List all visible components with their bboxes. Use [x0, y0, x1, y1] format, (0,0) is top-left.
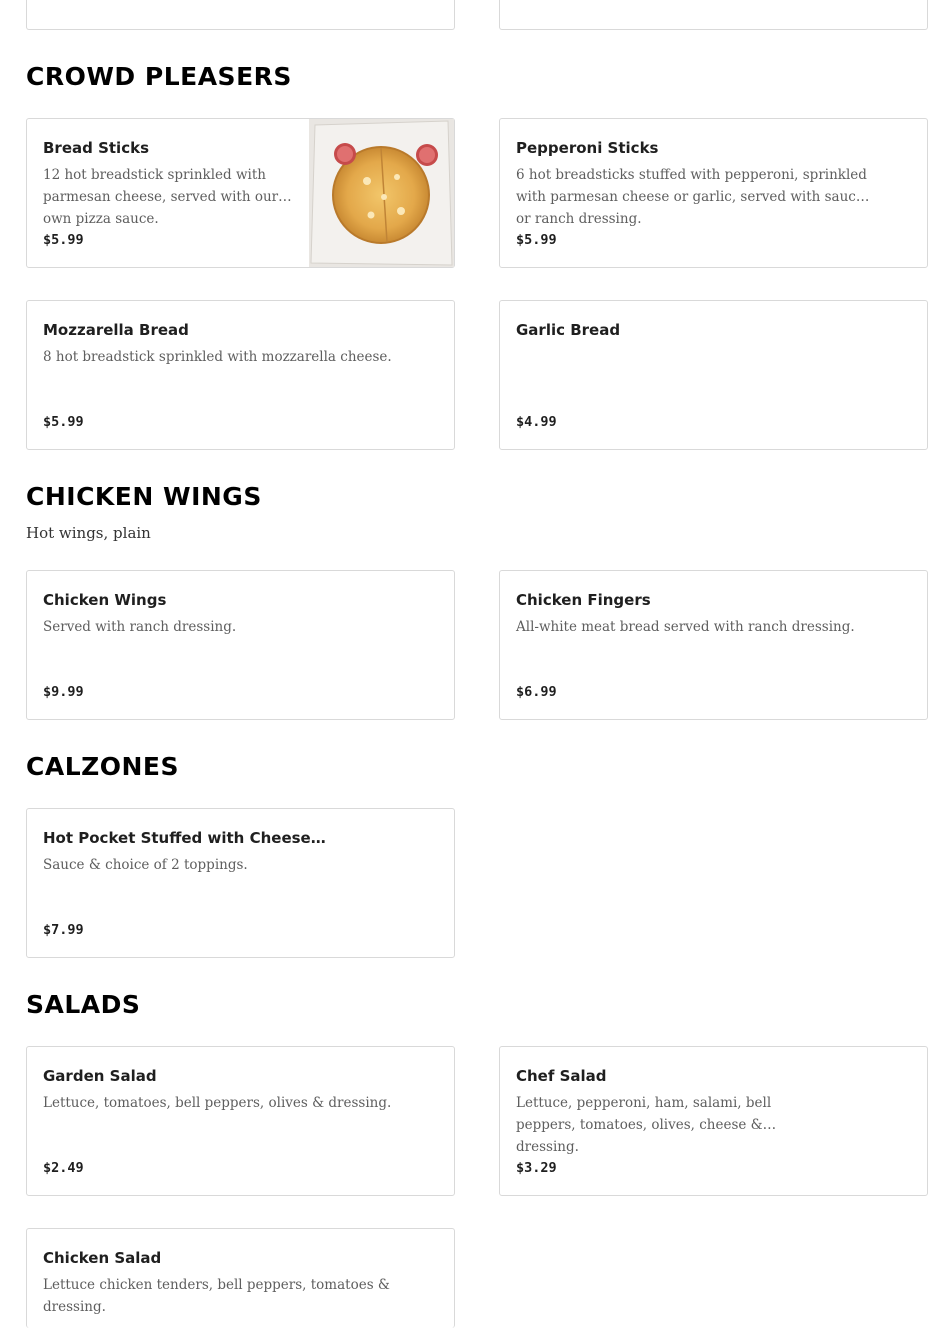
- item-price: $3.29: [516, 1160, 557, 1176]
- menu-item-chef-salad[interactable]: [499, 1046, 928, 1196]
- item-name: Bread Sticks: [43, 139, 149, 157]
- item-description: Lettuce, tomatoes, bell peppers, olives & dressing.: [43, 1095, 392, 1111]
- item-name: Garlic Bread: [516, 321, 621, 339]
- item-description: Lettuce chicken tenders, bell peppers, tomatoes & dressing.: [43, 1277, 390, 1315]
- item-name: Mozzarella Bread: [43, 321, 189, 339]
- menu-item-card[interactable]: [26, 0, 455, 30]
- menu-item-chicken-wings[interactable]: [26, 570, 455, 720]
- item-price: $4.99: [516, 414, 557, 430]
- breadsticks-photo: [309, 119, 454, 267]
- item-price: $5.99: [43, 232, 84, 248]
- section-title-chicken-wings: CHICKEN WINGS: [26, 482, 262, 511]
- item-price: $9.99: [43, 684, 84, 700]
- item-name: Chicken Salad: [43, 1249, 162, 1267]
- menu-item-garlic-bread[interactable]: [499, 300, 928, 450]
- item-description: Lettuce, pepperoni, ham, salami, bell peppers, tomatoes, olives, cheese & dressing.: [516, 1095, 772, 1155]
- item-price: $6.99: [516, 684, 557, 700]
- item-name: Pepperoni Sticks: [516, 139, 659, 157]
- item-price: $7.99: [43, 922, 84, 938]
- item-name: Chicken Wings: [43, 591, 167, 609]
- item-name: Garden Salad: [43, 1067, 157, 1085]
- menu-item-mozzarella-bread[interactable]: [26, 300, 455, 450]
- section-title-crowd-pleasers: CROWD PLEASERS: [26, 62, 292, 91]
- item-description: All-white meat bread served with ranch dressing.: [516, 619, 855, 635]
- menu-item-garden-salad[interactable]: [26, 1046, 455, 1196]
- item-description: Sauce & choice of 2 toppings.: [43, 857, 248, 873]
- menu-item-chicken-salad[interactable]: [26, 1228, 455, 1328]
- section-title-calzones: CALZONES: [26, 752, 180, 781]
- menu-item-card[interactable]: [499, 0, 928, 30]
- item-name: Hot Pocket Stuffed with Cheese…: [43, 829, 326, 847]
- menu-item-bread-sticks[interactable]: [26, 118, 455, 268]
- item-price: $2.49: [43, 1160, 84, 1176]
- section-subtitle: Hot wings, plain: [26, 524, 151, 542]
- menu-item-hot-pocket[interactable]: [26, 808, 455, 958]
- item-name: Chicken Fingers: [516, 591, 651, 609]
- section-title-salads: SALADS: [26, 990, 141, 1019]
- item-description: 12 hot breadstick sprinkled with parmesan cheese, served with our own pizza sauce.: [43, 167, 279, 227]
- item-price: $5.99: [516, 232, 557, 248]
- item-description: Served with ranch dressing.: [43, 619, 237, 635]
- item-description: 6 hot breadsticks stuffed with pepperoni, sprinkled with parmesan cheese or garlic, served with sauce or ranch dressing.: [516, 167, 867, 227]
- item-description: 8 hot breadstick sprinkled with mozzarella cheese.: [43, 349, 392, 365]
- item-name: Chef Salad: [516, 1067, 607, 1085]
- menu-item-chicken-fingers[interactable]: [499, 570, 928, 720]
- item-price: $5.99: [43, 414, 84, 430]
- menu-item-pepperoni-sticks[interactable]: [499, 118, 928, 268]
